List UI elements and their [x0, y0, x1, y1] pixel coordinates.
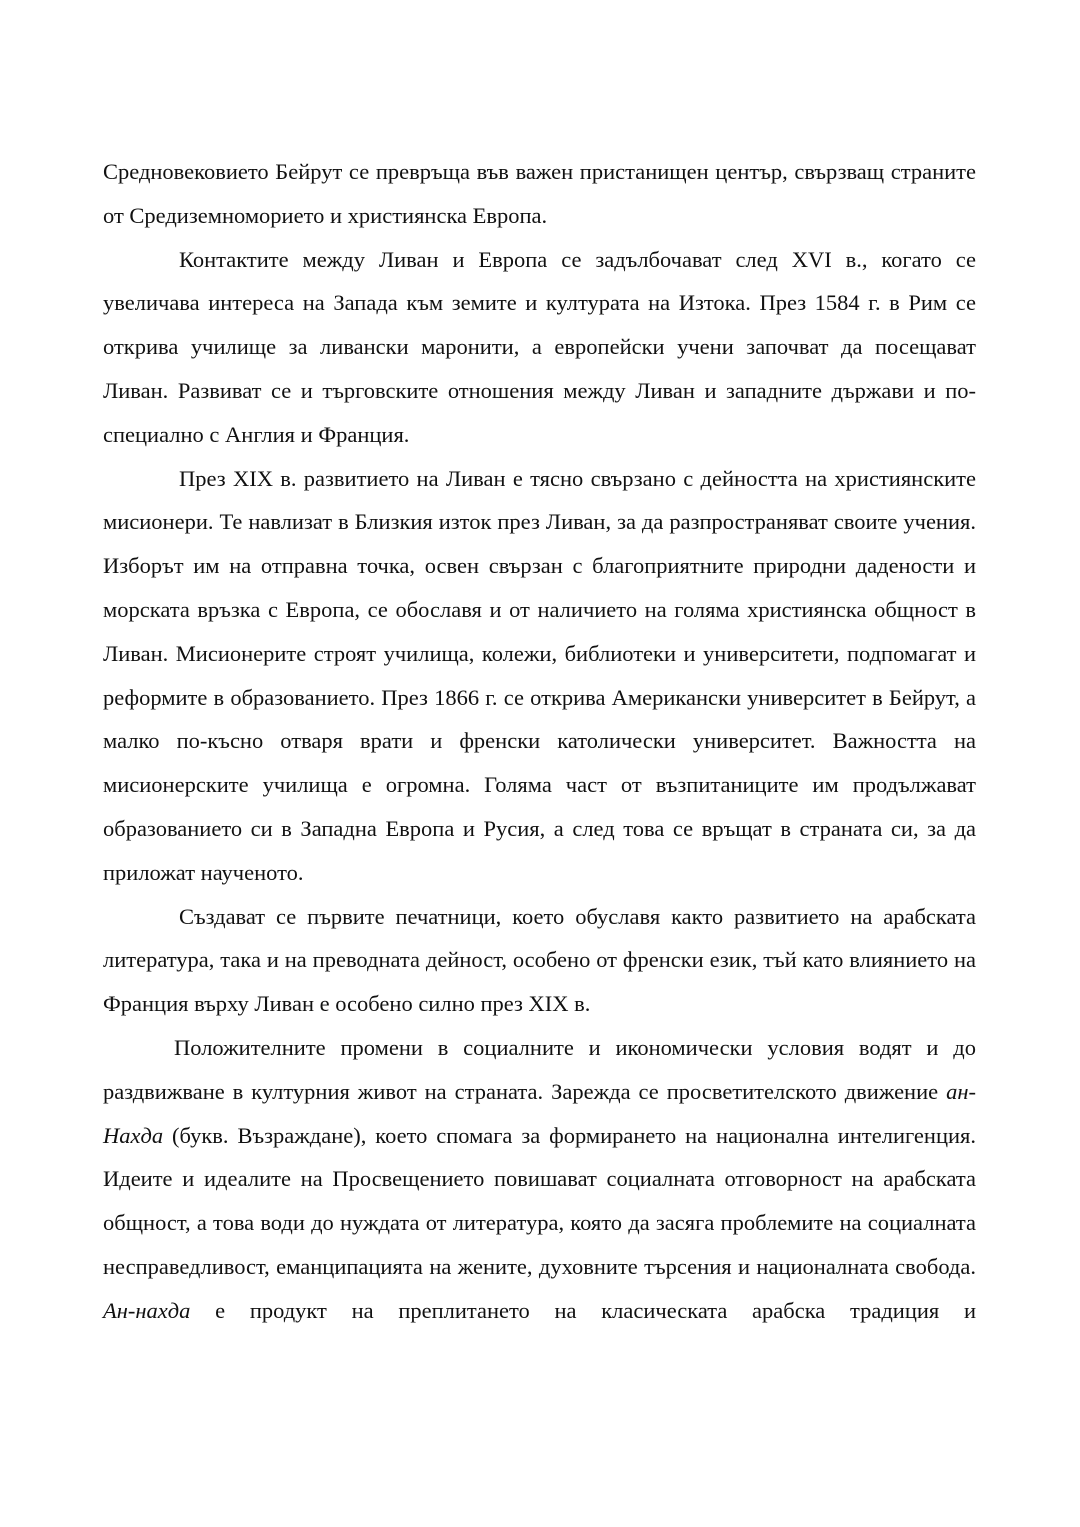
paragraph-5-text-2: (букв. Възраждане), което спомага за формирането на национална интелигенция. Идеите и идеалите на Просвещението повишават социалната отговорност на арабската общност, а това води до нуждата от литература, която да засяга проблемите на социалната несправедливост, еманципацията на жените, духовните търсения и националната свобода. [103, 1122, 976, 1279]
paragraph-4: Създават се първите печатници, което обуславя както развитието на арабската литература, така и на преводната дейност, особено от френски език, тъй като влиянието на Франция върху Ливан е особено силно през XIX в. [103, 903, 976, 1017]
paragraph-5-text-1: Положителнитe промени в социалните и икономически условия водят и до раздвижване в културния живот на страната. Зарежда се просветителското движение [103, 1034, 976, 1104]
paragraph-2: Контактите между Ливан и Европа се задълбочават след XVI в., когато се увеличава интереса на Запада към земите и културата на Изтока. През 1584 г. в Рим се открива училище за ливански маронити, а европейски учени започват да посещават Ливан. Развиват се и търговските отношения между Ливан и западните държави и по-специално с Англия и Франция. [103, 246, 976, 447]
term-an-nahda-2: Ан-нахда [103, 1297, 191, 1323]
term-an-nahda: ан-Нахда [103, 1078, 976, 1148]
document-page [103, 150, 976, 1333]
paragraph-3: През XIX в. развитието на Ливан е тясно свързано с дейността на християнските мисионери. Те навлизат в Близкия изток през Ливан, за да разпространяват своите учения. Изборът им на отправна точка, освен свързан с благоприятните природни дадености и морската връзка с Европа, се обославя и от наличието на голяма християнска общност в Ливан. Мисионерите строят училища, колежи, библиотеки и университети, подпомагат и реформите в образованието. През 1866 г. се открива Американски университет в Бейрут, а малко по-късно отваря врати и френски католически университет. Важността на мисионерските училища е огромна. Голяма част от възпитаниците им продължават образованието си в Западна Европа и Русия, а след това се връщат в страната си, за да приложат наученото. [103, 465, 976, 885]
paragraph-5-text-3: е продукт на преплитането на класическата арабска традиция и [190, 1297, 976, 1323]
paragraph-1: Средновековието Бейрут се превръща във важен пристанищен център, свързващ страните от Средиземноморието и християнска Европа. [103, 159, 976, 228]
paragraph-5 [103, 1026, 976, 1333]
